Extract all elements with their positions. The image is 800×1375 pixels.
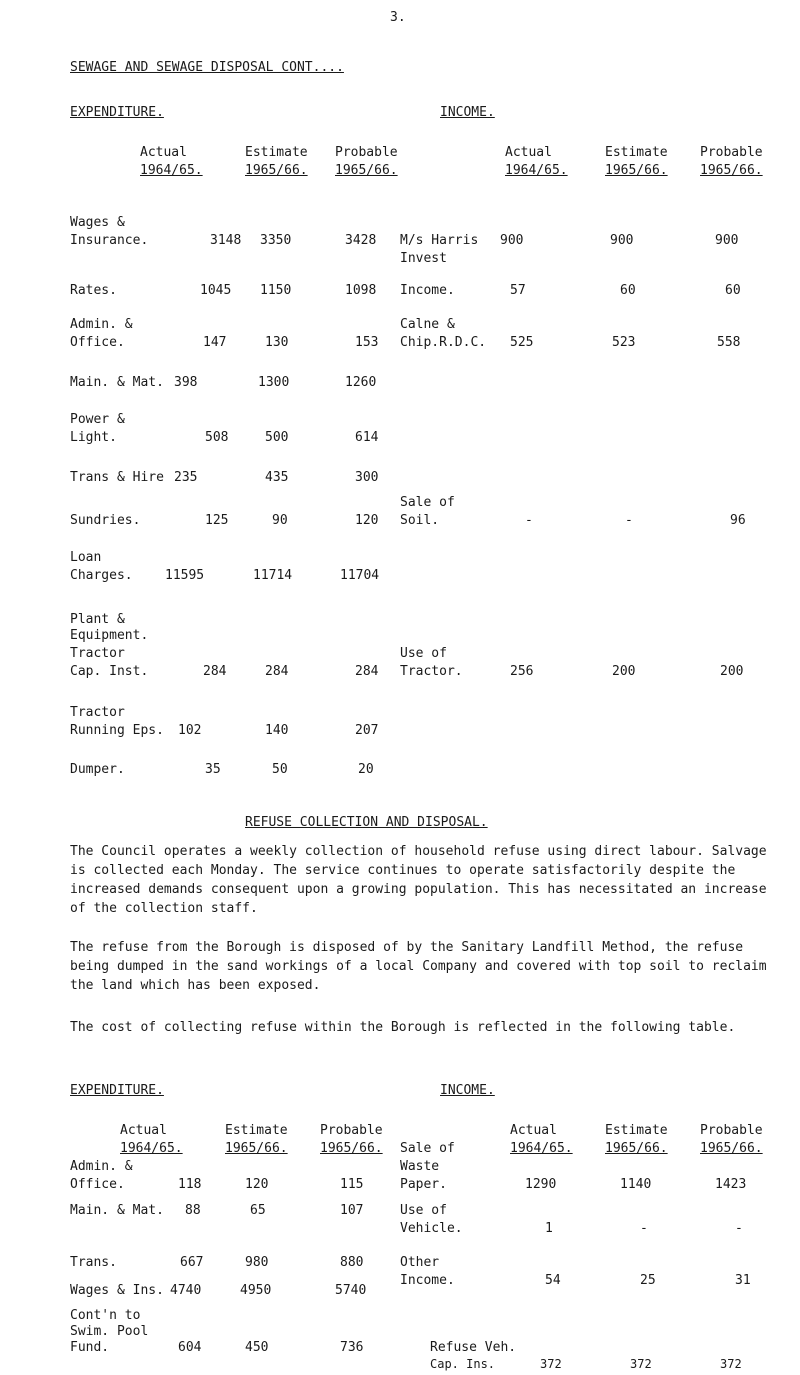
row-label: Use of (400, 646, 447, 661)
value-actual: 525 (510, 335, 534, 350)
value-probable: 11704 (340, 568, 380, 583)
row-label: Cap. Inst. (70, 664, 149, 679)
row-label: Main. & Mat. (70, 1203, 164, 1218)
value-probable: 372 (720, 1357, 742, 1371)
value-estimate: 65 (250, 1203, 266, 1218)
value-actual: 398 (174, 375, 198, 390)
value-probable: 880 (340, 1255, 364, 1270)
value-probable: 153 (355, 335, 379, 350)
value-estimate: 500 (265, 430, 289, 445)
value-probable: - (735, 1221, 743, 1236)
value-actual: 4740 (170, 1283, 202, 1298)
value-probable: 5740 (335, 1283, 367, 1298)
col-header-probable: Probable (320, 1123, 383, 1138)
row-label: Admin. & (70, 1159, 133, 1174)
value-actual: 372 (540, 1357, 562, 1371)
row-label: Invest (400, 251, 447, 266)
row-label: Income. (400, 283, 455, 298)
col-year-probable: 1965/66. (335, 163, 398, 178)
value-actual: 284 (203, 664, 227, 679)
value-estimate: 900 (610, 233, 634, 248)
expenditure-title: EXPENDITURE. (70, 1083, 164, 1098)
row-label: Paper. (400, 1177, 447, 1192)
value-actual: 125 (205, 513, 229, 528)
value-probable: 558 (717, 335, 741, 350)
value-probable: 200 (720, 664, 744, 679)
col-year-probable: 1965/66. (700, 163, 763, 178)
row-label: Fund. (70, 1340, 110, 1355)
row-label: Insurance. (70, 233, 149, 248)
value-estimate: 372 (630, 1357, 652, 1371)
value-actual: 1290 (525, 1177, 557, 1192)
page-number: 3. (390, 10, 406, 25)
value-actual: 102 (178, 723, 202, 738)
value-estimate: 523 (612, 335, 636, 350)
value-probable: 1423 (715, 1177, 747, 1192)
value-probable: 284 (355, 664, 379, 679)
row-label: Dumper. (70, 762, 125, 777)
value-actual: 118 (178, 1177, 202, 1192)
expenditure-title: EXPENDITURE. (70, 105, 164, 120)
col-header-probable: Probable (700, 1123, 763, 1138)
row-label: Refuse Veh. (430, 1340, 517, 1355)
value-probable: 1260 (345, 375, 377, 390)
col-header-estimate: Estimate (605, 1123, 668, 1138)
value-actual: 667 (180, 1255, 204, 1270)
col-header-actual: Actual (120, 1123, 167, 1138)
row-label: Other (400, 1255, 440, 1270)
value-actual: 147 (203, 335, 227, 350)
row-label: Office. (70, 335, 125, 350)
value-estimate: 450 (245, 1340, 269, 1355)
section-heading: SEWAGE AND SEWAGE DISPOSAL CONT.... (70, 60, 344, 75)
value-probable: 614 (355, 430, 379, 445)
row-label: Tractor. (400, 664, 463, 679)
paragraph: The Council operates a weekly collection of household refuse using direct labour. Salvage is collected each Monday. The service continues to operate satisfactorily despite the increased demands consequent upon a growing population. This has necessitated an increase of the collection staff. (70, 844, 767, 916)
value-estimate: - (640, 1221, 648, 1236)
row-label: Income. (400, 1273, 455, 1288)
value-actual: 88 (185, 1203, 201, 1218)
col-header-probable: Probable (700, 145, 763, 160)
row-label: Sale of (400, 1141, 455, 1156)
value-actual: 11595 (165, 568, 205, 583)
refuse-heading: REFUSE COLLECTION AND DISPOSAL. (245, 815, 488, 830)
row-label: Cont'n to Swim. Pool (70, 1308, 149, 1339)
value-estimate: 60 (620, 283, 636, 298)
row-label: Wages & (70, 215, 125, 230)
col-year-actual: 1964/65. (510, 1141, 573, 1156)
value-actual: 35 (205, 762, 221, 777)
row-label: Wages & Ins. (70, 1283, 164, 1298)
income-title: INCOME. (440, 1083, 495, 1098)
value-estimate: 25 (640, 1273, 656, 1288)
row-label: Power & (70, 412, 125, 427)
row-label: Tractor (70, 646, 125, 661)
value-actual: 3148 (210, 233, 242, 248)
value-estimate: - (625, 513, 633, 528)
row-label: Office. (70, 1177, 125, 1192)
col-year-actual: 1964/65. (120, 1141, 183, 1156)
value-actual: 57 (510, 283, 526, 298)
value-probable: 736 (340, 1340, 364, 1355)
value-probable: 115 (340, 1177, 364, 1192)
value-probable: 107 (340, 1203, 364, 1218)
col-year-probable: 1965/66. (700, 1141, 763, 1156)
row-label: Rates. (70, 283, 117, 298)
value-estimate: 1140 (620, 1177, 652, 1192)
row-label: Loan (70, 550, 102, 565)
row-label: Calne & (400, 317, 455, 332)
value-estimate: 3350 (260, 233, 292, 248)
col-year-probable: 1965/66. (320, 1141, 383, 1156)
value-estimate: 130 (265, 335, 289, 350)
row-label: Soil. (400, 513, 440, 528)
col-header-actual: Actual (505, 145, 552, 160)
col-header-estimate: Estimate (245, 145, 308, 160)
value-estimate: 50 (272, 762, 288, 777)
row-label: Plant & Equipment. (70, 612, 149, 643)
col-year-estimate: 1965/66. (605, 1141, 668, 1156)
row-label: Sundries. (70, 513, 141, 528)
row-label: Tractor (70, 705, 125, 720)
value-actual: 508 (205, 430, 229, 445)
value-estimate: 1150 (260, 283, 292, 298)
value-estimate: 90 (272, 513, 288, 528)
income-title: INCOME. (440, 105, 495, 120)
row-label: Trans. (70, 1255, 117, 1270)
row-label: Trans & Hire (70, 470, 164, 485)
row-label: Charges. (70, 568, 133, 583)
col-header-actual: Actual (510, 1123, 557, 1138)
value-estimate: 1300 (258, 375, 290, 390)
value-probable: 96 (730, 513, 746, 528)
row-label: Chip.R.D.C. (400, 335, 487, 350)
col-year-estimate: 1965/66. (605, 163, 668, 178)
value-probable: 3428 (345, 233, 377, 248)
value-estimate: 120 (245, 1177, 269, 1192)
row-label: Cap. Ins. (430, 1357, 496, 1371)
value-actual: 900 (500, 233, 524, 248)
col-header-actual: Actual (140, 145, 187, 160)
value-probable: 300 (355, 470, 379, 485)
value-actual: 1 (545, 1221, 553, 1236)
value-probable: 60 (725, 283, 741, 298)
col-year-estimate: 1965/66. (225, 1141, 288, 1156)
value-estimate: 284 (265, 664, 289, 679)
row-label: Admin. & (70, 317, 133, 332)
value-estimate: 11714 (253, 568, 293, 583)
value-probable: 900 (715, 233, 739, 248)
row-label: Running Eps. (70, 723, 164, 738)
value-estimate: 200 (612, 664, 636, 679)
row-label: Waste (400, 1159, 440, 1174)
row-label: Vehicle. (400, 1221, 463, 1236)
value-estimate: 4950 (240, 1283, 272, 1298)
col-header-estimate: Estimate (605, 145, 668, 160)
value-estimate: 140 (265, 723, 289, 738)
row-label: Main. & Mat. (70, 375, 164, 390)
value-probable: 207 (355, 723, 379, 738)
value-actual: 1045 (200, 283, 232, 298)
value-estimate: 435 (265, 470, 289, 485)
row-label: M/s Harris (400, 233, 479, 248)
paragraph: The refuse from the Borough is disposed of by the Sanitary Landfill Method, the refuse being dumped in the sand workings of a local Company and covered with top soil to reclaim the land which has been exposed. (70, 940, 767, 993)
value-estimate: 980 (245, 1255, 269, 1270)
row-label: Use of (400, 1203, 447, 1218)
col-year-actual: 1964/65. (505, 163, 568, 178)
col-header-estimate: Estimate (225, 1123, 288, 1138)
col-year-estimate: 1965/66. (245, 163, 308, 178)
col-year-actual: 1964/65. (140, 163, 203, 178)
row-label: Sale of (400, 495, 455, 510)
value-probable: 31 (735, 1273, 751, 1288)
value-probable: 1098 (345, 283, 377, 298)
row-label: Light. (70, 430, 117, 445)
paragraph: The cost of collecting refuse within the Borough is reflected in the following table. (70, 1020, 736, 1035)
value-probable: 20 (358, 762, 374, 777)
value-actual: 604 (178, 1340, 202, 1355)
value-actual: 256 (510, 664, 534, 679)
value-probable: 120 (355, 513, 379, 528)
value-actual: 235 (174, 470, 198, 485)
col-header-probable: Probable (335, 145, 398, 160)
value-actual: - (525, 513, 533, 528)
value-actual: 54 (545, 1273, 561, 1288)
